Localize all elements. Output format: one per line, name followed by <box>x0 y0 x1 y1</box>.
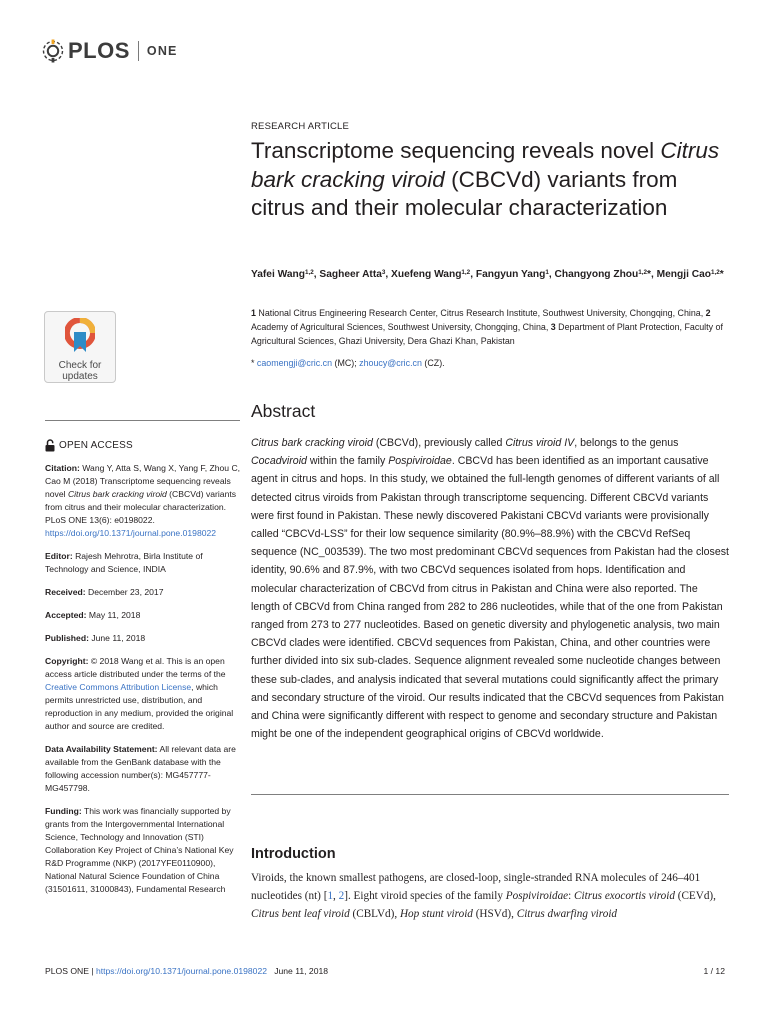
sidebar-block <box>45 609 241 622</box>
text-run: , Fangyun Yang <box>470 269 546 280</box>
text-run: Rajesh Mehrotra, Birla Institute of Technology and Science, INDIA <box>45 551 203 574</box>
text-run: , which permits unrestricted use, distribution, and reproduction in any medium, provided the original author and source are credited. <box>45 682 234 731</box>
footer-date: June 11, 2018 <box>274 966 329 976</box>
text-run: Citrus bark cracking viroid <box>251 437 373 449</box>
superscript: 1,2 <box>711 269 720 277</box>
text-run: December 23, 2017 <box>85 587 164 597</box>
inline-link[interactable]: zhoucy@cric.cn <box>359 358 422 368</box>
text-run: (HSVd), <box>472 908 517 920</box>
text-run: 1 <box>251 308 256 318</box>
open-lock-icon <box>45 439 55 452</box>
text-run: , Sagheer Atta <box>313 269 382 280</box>
sidebar-block <box>45 632 241 645</box>
text-run: June 11, 2018 <box>88 633 146 643</box>
text-run: * <box>719 269 724 280</box>
introduction-heading: Introduction <box>251 846 336 862</box>
affiliations <box>251 306 729 348</box>
open-access-label <box>45 439 241 452</box>
text-run: Wang Y, Atta S, Wang X, Yang F, Zhou C, Cao M (2018) Transcriptome sequencing reveals novel <box>45 463 241 499</box>
logo-divider <box>138 41 139 61</box>
text-run: Copyright: <box>45 656 89 666</box>
text-run: . CBCVd has been identified as an important causative agent in citrus and hops. In this study, we obtained the full-length genomes of different variants of all detected citrus viroids from Pakistan through transcriptome sequencing. Different CBCVd variants were first found in Pakistan. These newly discovered Pakistani CBCVd variants were provisionally called “CBCVd-LSS” for their low sequence similarity (80.9%–88.9%) with the CBCVd RefSeq sequence (NC_003539). The two most predominant CBCVd sequences from Pakistan had the closest identity, 90.6% and 87.9%, with two CBCVd sequences isolated from hops. Identification and molecular characterization of CBCVd from citrus in Pakistan and China were also reported. The length of CBCVd from China ranged from 282 to 286 nucleotides, while that of the one from Pakistan ranged from 273 to 277 nucleotides. Based on genetic diversity and phylogenetic analysis, two main CBCVd clades were identified. CBCVd sequences from Pakistan, China, and other countries were further divided into six sub-clades. Sequence alignment revealed some nucleotide changes between these sub-clades, and analysis indicated that several mutations could significantly affect the primary and secondary structure of the viroid. Our results indicated that the CBCVd sequences from Pakistan and China were significantly different with respect to genome and secondary structure and Pakistan might be one of the independent geographical origins of CBCVd worldwide. <box>251 455 729 741</box>
sidebar-block <box>45 655 241 733</box>
footer-doi-link[interactable]: https://doi.org/10.1371/journal.pone.0198022 <box>95 966 268 976</box>
text-run: All relevant data are available from the GenBank database with the following accession number(s): MG457777-MG457798. <box>45 744 236 793</box>
text-run: within the family <box>306 455 389 468</box>
text-run: Department of Plant Protection, Faculty of Agricultural Sciences, Ghazi University, Dera Ghazi Khan, Pakistan <box>251 322 723 346</box>
sidebar-block <box>45 743 241 795</box>
text-run: *, Mengji Cao <box>647 269 711 280</box>
text-run: 3 <box>550 322 556 332</box>
text-run: Citrus exocortis viroid <box>574 890 675 902</box>
inline-link[interactable]: https://doi.org/10.1371/journal.pone.0198022 <box>45 528 217 538</box>
correspondence <box>251 358 445 368</box>
text-run: Viroids, the known smallest pathogens, are closed-loop, single-stranded RNA molecules of 246–401 nucleotides (nt) [ <box>251 872 701 902</box>
footer-citation <box>45 966 328 976</box>
text-run: 2 <box>705 308 711 318</box>
sidebar-block <box>45 462 241 540</box>
footer-journal: PLOS ONE <box>45 966 89 976</box>
updates-bookmark-icon <box>65 318 95 354</box>
text-run: (CBLVd), <box>349 908 400 920</box>
text-run: © 2018 Wang et al. This is an open access article distributed under the terms of the <box>45 656 226 679</box>
article-info-sidebar <box>45 420 241 896</box>
text-run: Citrus bark cracking viroid <box>251 138 720 192</box>
sidebar-block <box>45 586 241 599</box>
text-run: Yafei Wang <box>251 269 305 280</box>
superscript: 3 <box>381 269 386 277</box>
text-run: Pospiviroidae <box>388 455 452 468</box>
sidebar-block <box>45 805 241 896</box>
text-run: , <box>333 890 339 902</box>
text-run: Citrus dwarfing viroid <box>516 908 618 920</box>
text-run: (MC); <box>332 358 360 368</box>
article-title <box>251 137 721 223</box>
text-run: Citrus bent leaf viroid <box>251 908 350 920</box>
text-run: Citrus bark cracking viroid <box>67 489 167 499</box>
inline-link[interactable]: 2 <box>338 890 345 902</box>
superscript: 1 <box>545 269 549 277</box>
superscript: 1,2 <box>461 269 471 277</box>
text-run: , Changyong Zhou <box>548 269 639 280</box>
text-run: Academy of Agricultural Sciences, Southwest University, Chongqing, China, <box>251 322 551 332</box>
text-run: Citrus viroid IV <box>505 437 575 449</box>
text-run: Funding: <box>45 806 82 816</box>
superscript: 1,2 <box>304 269 314 277</box>
text-run: Data Availability Statement: <box>45 744 158 754</box>
superscript: 1,2 <box>638 269 648 277</box>
text-run: Accepted: <box>45 610 87 620</box>
text-run: (CEVd), <box>674 890 716 902</box>
text-run: May 11, 2018 <box>86 610 141 620</box>
section-divider <box>251 794 729 795</box>
sidebar-block <box>45 550 241 576</box>
open-access-text: OPEN ACCESS <box>59 440 133 451</box>
text-run: ]. Eight viroid species of the family <box>344 890 506 902</box>
text-run: Published: <box>45 633 89 643</box>
journal-logo <box>41 38 178 64</box>
text-run: Cocadviroid <box>251 455 307 468</box>
badge-line-1: Check for <box>58 360 102 371</box>
inline-link[interactable]: caomengji@cric.cn <box>256 358 333 368</box>
text-run: Editor: <box>45 551 73 561</box>
text-run: (CBCVd) variants from citrus and their molecular characterization. PLoS ONE 13(6): e0198022. <box>45 489 237 525</box>
text-run: National Citrus Engineering Research Center, Citrus Research Institute, Southwest University, Chongqing, China, <box>255 308 706 318</box>
abstract-body <box>251 434 729 743</box>
introduction-body <box>251 869 729 923</box>
text-run: (CBCVd) variants from citrus and their molecular characterization <box>251 166 678 220</box>
inline-link[interactable]: Creative Commons Attribution License <box>45 682 192 692</box>
text-run: (CZ). <box>421 358 445 368</box>
sidebar-divider <box>45 420 240 421</box>
page-number: 1 / 12 <box>703 966 725 976</box>
text-run: , Xuefeng Wang <box>385 269 462 280</box>
article-type: RESEARCH ARTICLE <box>251 121 350 132</box>
text-run: Hop stunt viroid <box>399 908 473 920</box>
text-run: * <box>251 358 257 368</box>
sidebar-metadata <box>45 462 241 896</box>
text-run: Citation: <box>45 463 80 473</box>
text-run: Pospiviroidae <box>505 890 569 902</box>
text-run: Received: <box>45 587 86 597</box>
text-run: Transcriptome sequencing reveals novel <box>251 138 661 163</box>
author-list <box>251 267 729 282</box>
abstract-heading: Abstract <box>251 401 316 421</box>
plos-logo-icon <box>41 39 65 63</box>
text-run: (CBCVd), previously called <box>372 437 506 449</box>
logo-journal-suffix: ONE <box>146 44 178 58</box>
inline-link[interactable]: 1 <box>327 890 334 902</box>
check-for-updates-badge[interactable] <box>44 311 116 383</box>
badge-line-2: updates <box>62 371 98 382</box>
text-run: , belongs to the genus <box>574 437 679 449</box>
text-run: : <box>568 890 575 902</box>
text-run: This work was financially supported by grants from the Intergovernmental International Science, Technology and Innovation (STI) Collaboration Key Project of China’s National Key R&D Programme (NKP) (2017YFE0110900), National Natural Science Foundation of China (31501611, 31000843), Fundamental Research <box>45 806 234 894</box>
footer-separator: | <box>88 966 96 976</box>
logo-wordmark: PLOS <box>68 38 130 63</box>
